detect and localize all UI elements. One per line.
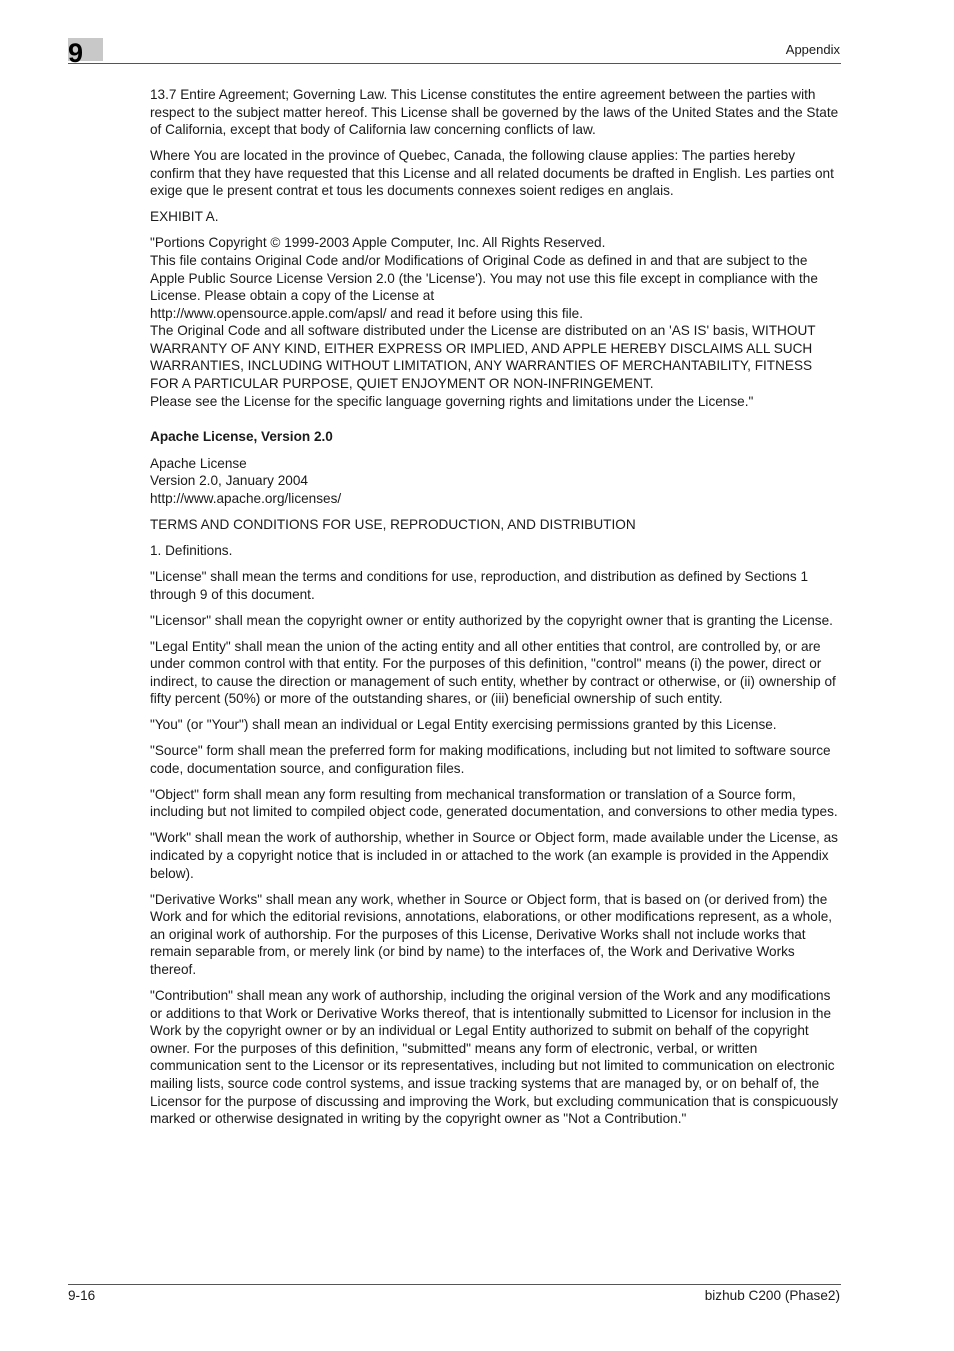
paragraph-work: "Work" shall mean the work of authorship, whether in Source or Object form, made available under the License, as indicated by a copyright notice that is included in or attached to the work (an example is provided in the Appendix below). — [150, 830, 838, 881]
apache-block — [150, 455, 841, 508]
paragraph-license: "License" shall mean the terms and conditions for use, reproduction, and distribution as defined by Sections 1 through 9 of this document. — [150, 569, 809, 602]
apache-heading: Apache License, Version 2.0 — [150, 429, 333, 445]
paragraph-entire-agreement: 13.7 Entire Agreement; Governing Law. This License constitutes the entire agreement between the parties with respect to the subject matter hereof. This License shall be governed by the laws of the United States and the State of California, except that body of California law concerning conflicts of law. — [150, 87, 839, 138]
exhibit-line: The Original Code and all software distributed under the License are distributed on an 'AS IS' basis, WITHOUT WARRANTY OF ANY KIND, EITHER EXPRESS OR IMPLIED, AND APPLE HEREBY DISCLAIMS ALL SUCH WARRANTIES, INCLUDING WITHOUT LIMITATION, ANY WARRANTIES OF MERCHANTABILITY, FITNESS FOR A PARTICULAR PURPOSE, QUIET ENJOYMENT OR NON-INFRINGEMENT. — [150, 323, 816, 392]
paragraph-quebec: Where You are located in the province of Quebec, Canada, the following clause applies: The parties hereby confirm that they have requested that this License and all related documents be drafted in English. Les parties ont exige que le present contrat et tous les documents connexes soient rediges en anglais. — [150, 148, 834, 199]
paragraph-licensor: "Licensor" shall mean the copyright owner or entity authorized by the copyright owner that is granting the License. — [150, 612, 833, 628]
footer-divider — [68, 1284, 841, 1285]
exhibit-block — [150, 234, 841, 410]
exhibit-line: Please see the License for the specific language governing rights and limitations under the License." — [150, 393, 754, 409]
paragraph-derivative-works: "Derivative Works" shall mean any work, whether in Source or Object form, that is based on (or derived from) the Work and for which the editorial revisions, annotations, elaborations, or other modifications represent, as a whole, an original work of authorship. For the purposes of this License, Derivative Works shall not include works that remain separable from, or merely link (or bind by name) to the interfaces of, the Work and Derivative Works thereof. — [150, 891, 833, 978]
page-body — [150, 86, 841, 1136]
exhibit-line: http://www.opensource.apple.com/apsl/ and read it before using this file. — [150, 305, 583, 321]
paragraph-legal-entity: "Legal Entity" shall mean the union of the acting entity and all other entities that control, are controlled by, or are under common control with that entity. For the purposes of this definition, "control" means (i) the power, direct or indirect, to cause the direction or management of such entity, whether by contract or otherwise, or (ii) ownership of fifty percent (50%) or more of the outstanding shares, or (iii) beneficial ownership of such entity. — [150, 638, 836, 707]
paragraph-exhibit: EXHIBIT A. — [150, 209, 219, 225]
header-divider — [68, 63, 841, 64]
apache-line: Apache License — [150, 455, 247, 471]
product-name: bizhub C200 (Phase2) — [704, 1288, 840, 1303]
page-number: 9-16 — [68, 1288, 96, 1303]
paragraph-contribution: "Contribution" shall mean any work of authorship, including the original version of the Work and any modifications or additions to that Work or Derivative Works thereof, that is intentionally submitted to Licensor for inclusion in the Work by the copyright owner or by an individual or Legal Entity authorized to submit on behalf of the copyright owner. For the purposes of this definition, "submitted" means any form of electronic, verbal, or written communication sent to the Licensor or its representatives, including but not limited to communication on electronic mailing lists, source code control systems, and issue tracking systems that are managed by, or on behalf of, the Licensor for the purpose of discussing and improving the Work, but excluding communication that is conspicuously marked or otherwise designated in writing by the copyright owner as "Not a Contribution." — [150, 988, 839, 1127]
exhibit-line: This file contains Original Code and/or Modifications of Original Code as defined in and that are subject to the Apple Public Source License Version 2.0 (the 'License'). You may not use this file except in compliance with the License. Please obtain a copy of the License at — [150, 252, 818, 304]
paragraph-you: "You" (or "Your") shall mean an individual or Legal Entity exercising permissions granted by this License. — [150, 717, 777, 733]
paragraph-terms: TERMS AND CONDITIONS FOR USE, REPRODUCTION, AND DISTRIBUTION — [150, 517, 636, 533]
paragraph-source: "Source" form shall mean the preferred form for making modifications, including but not limited to software source code, documentation source, and configuration files. — [150, 743, 831, 776]
section-title: Appendix — [785, 42, 840, 57]
apache-line: http://www.apache.org/licenses/ — [150, 491, 342, 507]
exhibit-line: "Portions Copyright © 1999-2003 Apple Computer, Inc. All Rights Reserved. — [150, 235, 606, 251]
paragraph-definitions: 1. Definitions. — [150, 543, 233, 559]
chapter-number: 9 — [68, 38, 84, 68]
apache-line: Version 2.0, January 2004 — [150, 473, 308, 489]
paragraph-object: "Object" form shall mean any form resulting from mechanical transformation or translation of a Source form, including but not limited to compiled object code, generated documentation, and conversions to other media types. — [150, 786, 838, 820]
